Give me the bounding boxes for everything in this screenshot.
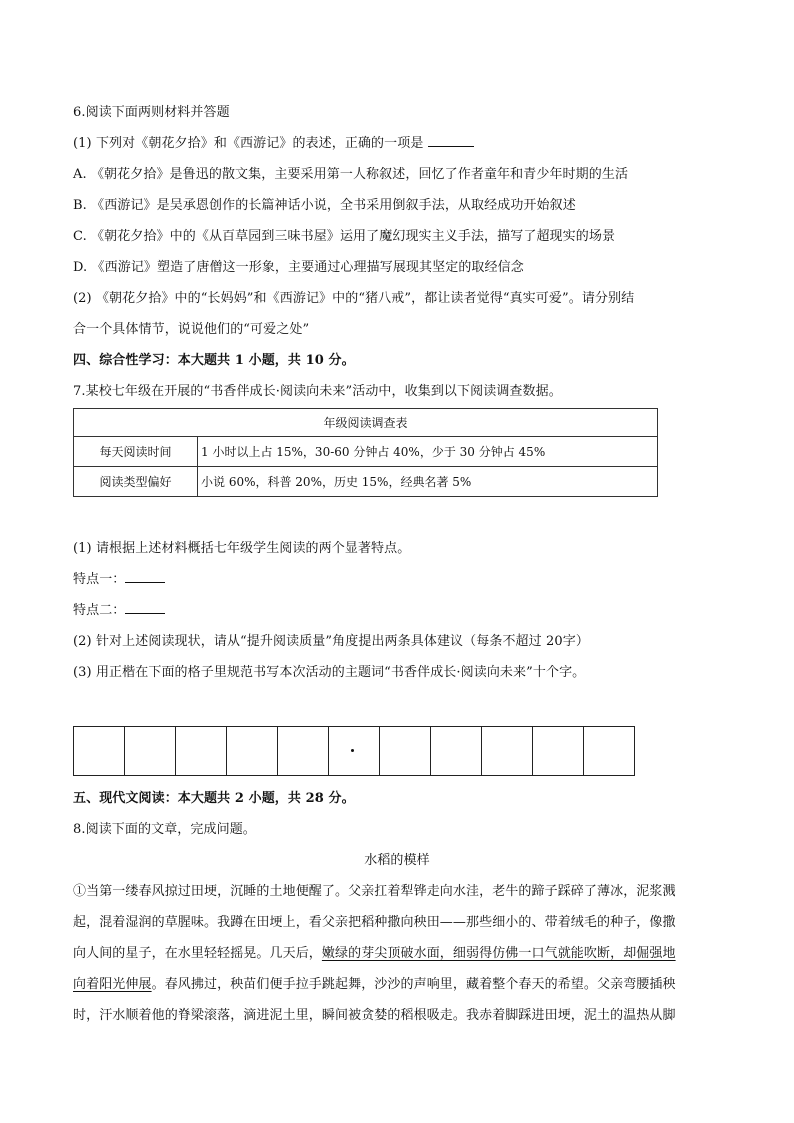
q6-sub1 [73, 134, 474, 154]
q7-feature1 [73, 570, 165, 590]
grid-cell[interactable] [176, 727, 227, 775]
table-row-label: 阅读类型偏好 [74, 467, 198, 497]
survey-table-caption: 年级阅读调查表 [74, 409, 658, 437]
answer-blank[interactable] [125, 601, 165, 614]
grid-cell[interactable] [482, 727, 533, 775]
q8-intro: 8.阅读下面的文章，完成问题。 [73, 822, 256, 837]
article-line: 起，混着湿润的草腥味。我蹲在田埂上，看父亲把稻种撒向秧田——那些细小的、带着绒毛的种子，像撒 [73, 915, 676, 930]
grid-cell[interactable] [431, 727, 482, 775]
section4-heading: 四、综合性学习：本大题共 1 小题，共 10 分。 [73, 353, 355, 368]
feature1-label: 特点一： [73, 572, 126, 587]
writing-grid [73, 726, 635, 776]
table-row-label: 每天阅读时间 [74, 437, 198, 467]
table-row [74, 467, 658, 497]
underlined-text: 向着阳光伸展 [73, 977, 152, 992]
article-title: 水稻的模样 [364, 853, 430, 868]
grid-cell[interactable] [533, 727, 584, 775]
q7-intro: 7.某校七年级在开展的“书香伴成长·阅读向未来”活动中，收集到以下阅读调查数据。 [73, 384, 562, 399]
grid-cell[interactable] [278, 727, 329, 775]
grid-cell[interactable] [380, 727, 431, 775]
section5-heading: 五、现代文阅读：本大题共 2 小题，共 28 分。 [73, 791, 355, 806]
middle-dot [351, 749, 354, 752]
q7-sub2: (2) 针对上述阅读现状，请从“提升阅读质量”角度提出两条具体建议（每条不超过 20字） [73, 634, 589, 649]
table-row-value: 小说 60%，科普 20%，历史 15%，经典名著 5% [198, 467, 658, 497]
answer-blank[interactable] [125, 570, 165, 583]
article-line: ①当第一缕春风掠过田埂，沉睡的土地便醒了。父亲扛着犁铧走向水洼，老牛的蹄子踩碎了薄冰，泥浆溅 [73, 884, 676, 899]
q6-title: 6.阅读下面两则材料并答题 [73, 105, 230, 120]
survey-table [73, 408, 658, 497]
grid-cell[interactable] [329, 727, 380, 775]
answer-blank[interactable] [428, 134, 474, 147]
article-line [73, 975, 676, 995]
grid-cell[interactable] [227, 727, 278, 775]
table-row-value: 1 小时以上占 15%，30-60 分钟占 40%，少于 30 分钟占 45% [198, 437, 658, 467]
article-line [73, 944, 676, 964]
q6-option-b: B. 《西游记》是吴承恩创作的长篇神话小说，全书采用倒叙手法，从取经成功开始叙述 [73, 198, 576, 213]
article-line: 时，汗水顺着他的脊梁滚落，滴进泥土里，瞬间被贪婪的稻根吸走。我赤着脚踩进田埂，泥土的温热从脚 [73, 1008, 676, 1023]
q6-option-d: D. 《西游记》塑造了唐僧这一形象，主要通过心理描写展现其坚定的取经信念 [73, 260, 524, 275]
grid-cell[interactable] [125, 727, 176, 775]
article-text: 向人间的星子，在水里轻轻摇晃。几天后， [73, 946, 322, 961]
feature2-label: 特点二： [73, 603, 126, 618]
article-text: 。春风拂过，秧苗们便手拉手跳起舞，沙沙的声响里，藏着整个春天的希望。父亲弯腰插秧 [151, 977, 676, 992]
q6-sub2-line2: 合一个具体情节，说说他们的“可爱之处” [73, 322, 310, 337]
q7-sub3: (3) 用正楷在下面的格子里规范书写本次活动的主题词“书香伴成长·阅读向未来”十个字。 [73, 665, 586, 680]
underlined-text: 嫩绿的芽尖顶破水面，细弱得仿佛一口气就能吹断，却倔强地 [321, 946, 676, 961]
grid-cell[interactable] [584, 727, 634, 775]
grid-cell[interactable] [74, 727, 125, 775]
q6-option-c: C. 《朝花夕拾》中的《从百草园到三味书屋》运用了魔幻现实主义手法，描写了超现实的场景 [73, 229, 616, 244]
q6-sub2-line1: (2) 《朝花夕拾》中的“长妈妈”和《西游记》中的“猪八戒”，都让读者觉得“真实可爱”。请分别结 [73, 291, 635, 306]
table-row [74, 437, 658, 467]
q7-sub1: (1) 请根据上述材料概括七年级学生阅读的两个显著特点。 [73, 541, 411, 556]
q6-sub1-text: (1) 下列对《朝花夕拾》和《西游记》的表述，正确的一项是 [73, 136, 424, 151]
q6-option-a: A. 《朝花夕拾》是鲁迅的散文集，主要采用第一人称叙述，回忆了作者童年和青少年时期的生活 [73, 167, 629, 182]
q7-feature2 [73, 601, 165, 621]
